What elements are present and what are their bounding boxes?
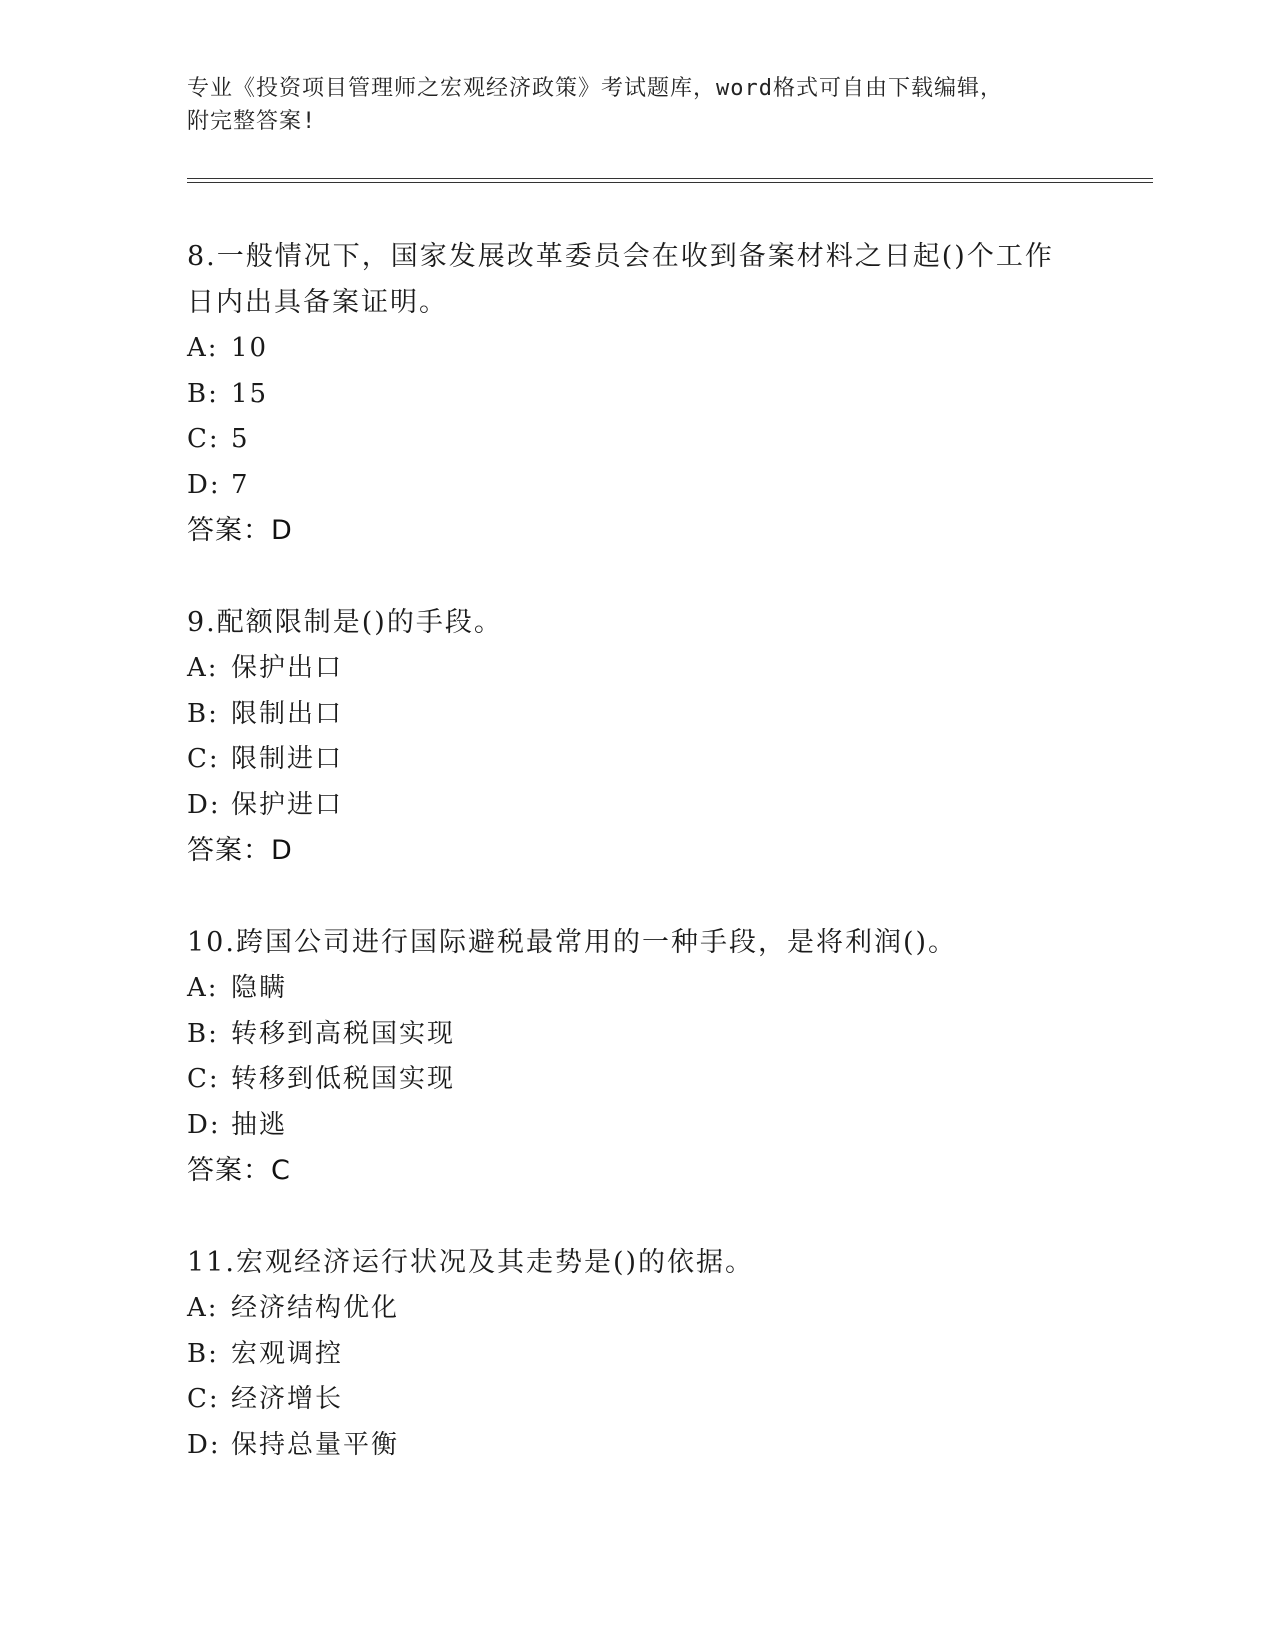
option-d bbox=[187, 783, 1087, 829]
question-10 bbox=[187, 920, 1087, 1194]
answer-label: 答案：D bbox=[187, 835, 293, 866]
option-letter: B: bbox=[187, 1018, 219, 1049]
option-text: 保持总量平衡 bbox=[231, 1429, 400, 1460]
option-letter: C: bbox=[187, 744, 220, 774]
option-c bbox=[187, 737, 1087, 783]
option-letter: A: bbox=[187, 653, 219, 683]
document-header bbox=[187, 72, 1067, 138]
question-stem bbox=[187, 1240, 1087, 1286]
option-text: 保护进口 bbox=[231, 789, 344, 820]
option-b bbox=[187, 692, 1087, 738]
option-letter: A: bbox=[187, 1293, 219, 1323]
header-double-rule bbox=[187, 178, 1153, 183]
question-stem-line-2: 日内出具备案证明。 bbox=[187, 287, 448, 318]
option-a bbox=[187, 646, 1087, 692]
option-text: 经济结构优化 bbox=[231, 1293, 400, 1323]
question-list bbox=[187, 234, 1087, 1514]
option-text: 15 bbox=[231, 378, 269, 409]
option-letter: B: bbox=[187, 698, 219, 729]
question-stem-line-1: 9.配额限制是()的手段。 bbox=[187, 607, 503, 638]
option-text: 保护出口 bbox=[231, 653, 344, 683]
option-d bbox=[187, 1423, 1087, 1469]
option-letter: A: bbox=[187, 973, 219, 1003]
option-letter: D: bbox=[187, 1429, 221, 1460]
option-text: 7 bbox=[231, 469, 250, 500]
option-c bbox=[187, 417, 1087, 463]
question-stem bbox=[187, 600, 1087, 646]
option-a bbox=[187, 1286, 1087, 1332]
question-stem bbox=[187, 920, 1087, 966]
option-d bbox=[187, 1103, 1087, 1149]
question-11 bbox=[187, 1240, 1087, 1468]
question-stem-line-1: 11.宏观经济运行状况及其走势是()的依据。 bbox=[187, 1247, 755, 1278]
option-a bbox=[187, 326, 1087, 372]
option-a bbox=[187, 966, 1087, 1012]
option-letter: B: bbox=[187, 378, 219, 409]
option-text: 限制出口 bbox=[231, 698, 344, 729]
question-8 bbox=[187, 234, 1087, 554]
question-stem-line-1: 10.跨国公司进行国际避税最常用的一种手段，是将利润()。 bbox=[187, 927, 958, 958]
option-letter: D: bbox=[187, 789, 221, 820]
option-text: 限制进口 bbox=[231, 744, 344, 774]
option-letter: A: bbox=[187, 333, 219, 363]
option-text: 转移到高税国实现 bbox=[231, 1018, 456, 1049]
option-text: 10 bbox=[231, 333, 269, 363]
option-letter: D: bbox=[187, 1109, 221, 1140]
option-letter: C: bbox=[187, 1384, 220, 1414]
header-line-2: 附完整答案! bbox=[187, 109, 317, 134]
option-b bbox=[187, 372, 1087, 418]
question-9 bbox=[187, 600, 1087, 874]
option-text: 5 bbox=[231, 424, 250, 454]
option-text: 转移到低税国实现 bbox=[231, 1064, 456, 1094]
answer-label: 答案：D bbox=[187, 515, 293, 546]
option-letter: C: bbox=[187, 1064, 220, 1094]
option-text: 宏观调控 bbox=[231, 1338, 344, 1369]
question-stem bbox=[187, 234, 1087, 326]
option-b bbox=[187, 1332, 1087, 1378]
option-b bbox=[187, 1012, 1087, 1058]
question-stem-line-1: 8.一般情况下，国家发展改革委员会在收到备案材料之日起()个工作 bbox=[187, 241, 1054, 272]
answer-label: 答案：C bbox=[187, 1155, 291, 1186]
option-letter: D: bbox=[187, 469, 221, 500]
option-text: 隐瞒 bbox=[231, 973, 288, 1003]
option-text: 经济增长 bbox=[231, 1384, 344, 1414]
option-letter: B: bbox=[187, 1338, 219, 1369]
option-c bbox=[187, 1057, 1087, 1103]
option-text: 抽逃 bbox=[231, 1109, 288, 1140]
option-d bbox=[187, 463, 1087, 509]
header-line-1: 专业《投资项目管理师之宏观经济政策》考试题库，word格式可自由下载编辑， bbox=[187, 76, 1003, 101]
option-c bbox=[187, 1377, 1087, 1423]
option-letter: C: bbox=[187, 424, 220, 454]
